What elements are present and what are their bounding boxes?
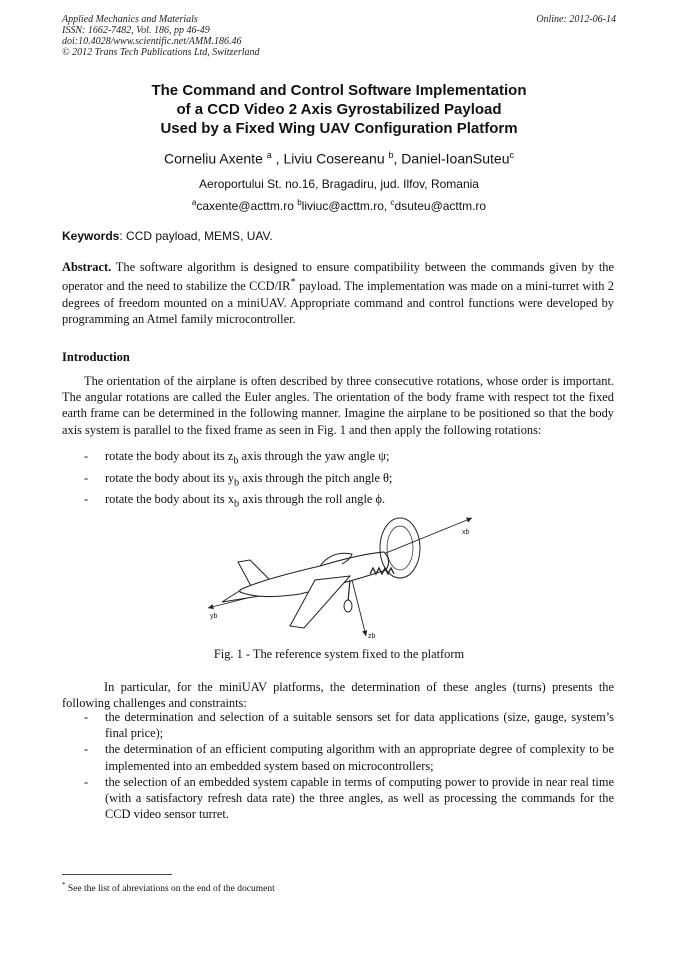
abstract-text-1: The software algorithm is designed to ensure compatibility between the commands given by the operator and the need to stabilize the CCD/IR (62, 260, 614, 294)
rotation-subscript: b (233, 455, 239, 467)
email-b[interactable]: liviuc@acttm.ro, (301, 199, 391, 213)
online-date: Online: 2012-06-14 (536, 14, 616, 25)
rotation-text: rotate the body about its y (105, 470, 235, 485)
rotation-list (62, 448, 614, 513)
abstract (62, 259, 614, 327)
rotation-text: axis through the pitch angle θ; (239, 470, 393, 485)
author-1-affil: a (266, 150, 272, 160)
footnote-mark: * (62, 881, 66, 889)
email-a-mark: a (191, 198, 197, 207)
email-c[interactable]: dsuteu@acttm.ro (394, 199, 487, 213)
title-line-1: The Command and Control Software Implementation (151, 82, 527, 99)
propeller-hub-ring (387, 526, 413, 570)
journal-header (62, 14, 616, 58)
author-3-affil: c (509, 150, 514, 160)
author-1: Corneliu Axente (164, 150, 263, 167)
propeller-disc (380, 518, 420, 578)
rotation-subscript: b (234, 498, 240, 510)
author-list (62, 150, 616, 167)
footnote-text: See the list of abreviations on the end of the document (65, 884, 275, 895)
journal-name: Applied Mechanics and Materials (62, 14, 198, 25)
email-c-mark: c (390, 198, 395, 207)
keywords-label: Keywords (62, 229, 120, 243)
axis-label-zb: zb (368, 633, 376, 640)
introduction-paragraph: The orientation of the airplane is often described by three consecutive rotations, whose order is important. The angular rotations are called the Euler angles. The orientation of the body frame with respect tot the fixed earth frame can be determined in the following manner. Imagine the airplane to be positioned so that the body axis system is parallel to the fixed frame as seen in Fig. 1 and then apply the following rotations: (62, 374, 614, 437)
keywords (62, 229, 616, 243)
figure-1 (200, 510, 485, 640)
list-item: - the determination and selection of a suitable sensors set for data applications (size, gauge, system’s final price); (62, 709, 614, 741)
rotation-text: axis through the yaw angle ψ; (238, 449, 390, 463)
challenges-intro-paragraph: In particular, for the miniUAV platforms, the determination of these angles (turns) presents the following challenges and constraints: (62, 680, 614, 711)
paper-title (62, 81, 616, 138)
author-3: Daniel-IoanSuteu (401, 150, 510, 167)
footnote (62, 881, 275, 894)
abstract-text-2: payload. The implementation was made on a mini-turret with 2 degrees of freedom mounted on a miniUAV. Appropriate command and control functions were developed by programming an Atmel family microcontroller. (62, 279, 614, 326)
author-sep-1: , (271, 150, 284, 167)
abstract-footnote-mark: * (290, 277, 296, 289)
figure-caption: Fig. 1 - The reference system fixed to the platform (213, 647, 465, 661)
rotation-text: rotate the body about its x (105, 492, 235, 507)
rotation-text: axis through the roll angle ϕ. (239, 492, 386, 507)
rotation-text: rotate the body about its z (105, 449, 234, 463)
axis-label-xb: xb (462, 529, 470, 536)
rotation-subscript: b (234, 477, 240, 489)
affiliation: Aeroportului St. no.16, Bragadiru, jud. Ilfov, Romania (199, 177, 479, 191)
list-item: - the selection of an embedded system capable in terms of computing power to provide in near real time (with a satisfactory refresh data rate) the three angles, as well as processing the commands for the CCD video sensor turret. (62, 774, 614, 823)
email-b-mark: b (297, 198, 302, 207)
footnote-divider (62, 874, 172, 875)
author-2: Liviu Cosereanu (283, 150, 385, 167)
author-sep-2: , (393, 150, 402, 167)
journal-issn: ISSN: 1662-7482, Vol. 186, pp 46-49 (62, 25, 210, 36)
author-emails (62, 198, 616, 213)
title-line-2: of a CCD Video 2 Axis Gyrostabilized Payload (176, 101, 502, 118)
journal-copyright: © 2012 Trans Tech Publications Ltd, Switzerland (62, 47, 260, 58)
challenges-list (62, 709, 614, 822)
list-item: - the determination of an efficient computing algorithm with an appropriate degree of complexity to be implemented into an embedded system based on microcontrollers; (62, 741, 614, 773)
airplane-diagram (200, 510, 485, 640)
axis-label-yb: yb (210, 613, 218, 620)
abstract-label: Abstract. (62, 260, 112, 274)
title-line-3: Used by a Fixed Wing UAV Configuration Platform (160, 120, 518, 137)
list-item (62, 470, 614, 492)
author-2-affil: b (388, 150, 394, 160)
keywords-text: : CCD payload, MEMS, UAV. (119, 229, 273, 243)
list-item (62, 448, 614, 470)
journal-doi: doi:10.4028/www.scientific.net/AMM.186.46 (62, 36, 242, 47)
gear-strut (348, 580, 350, 602)
email-a[interactable]: caxente@acttm.ro (196, 199, 298, 213)
gear-wheel (344, 600, 352, 612)
z-axis-line (350, 572, 366, 636)
section-heading-introduction: Introduction (62, 350, 130, 364)
